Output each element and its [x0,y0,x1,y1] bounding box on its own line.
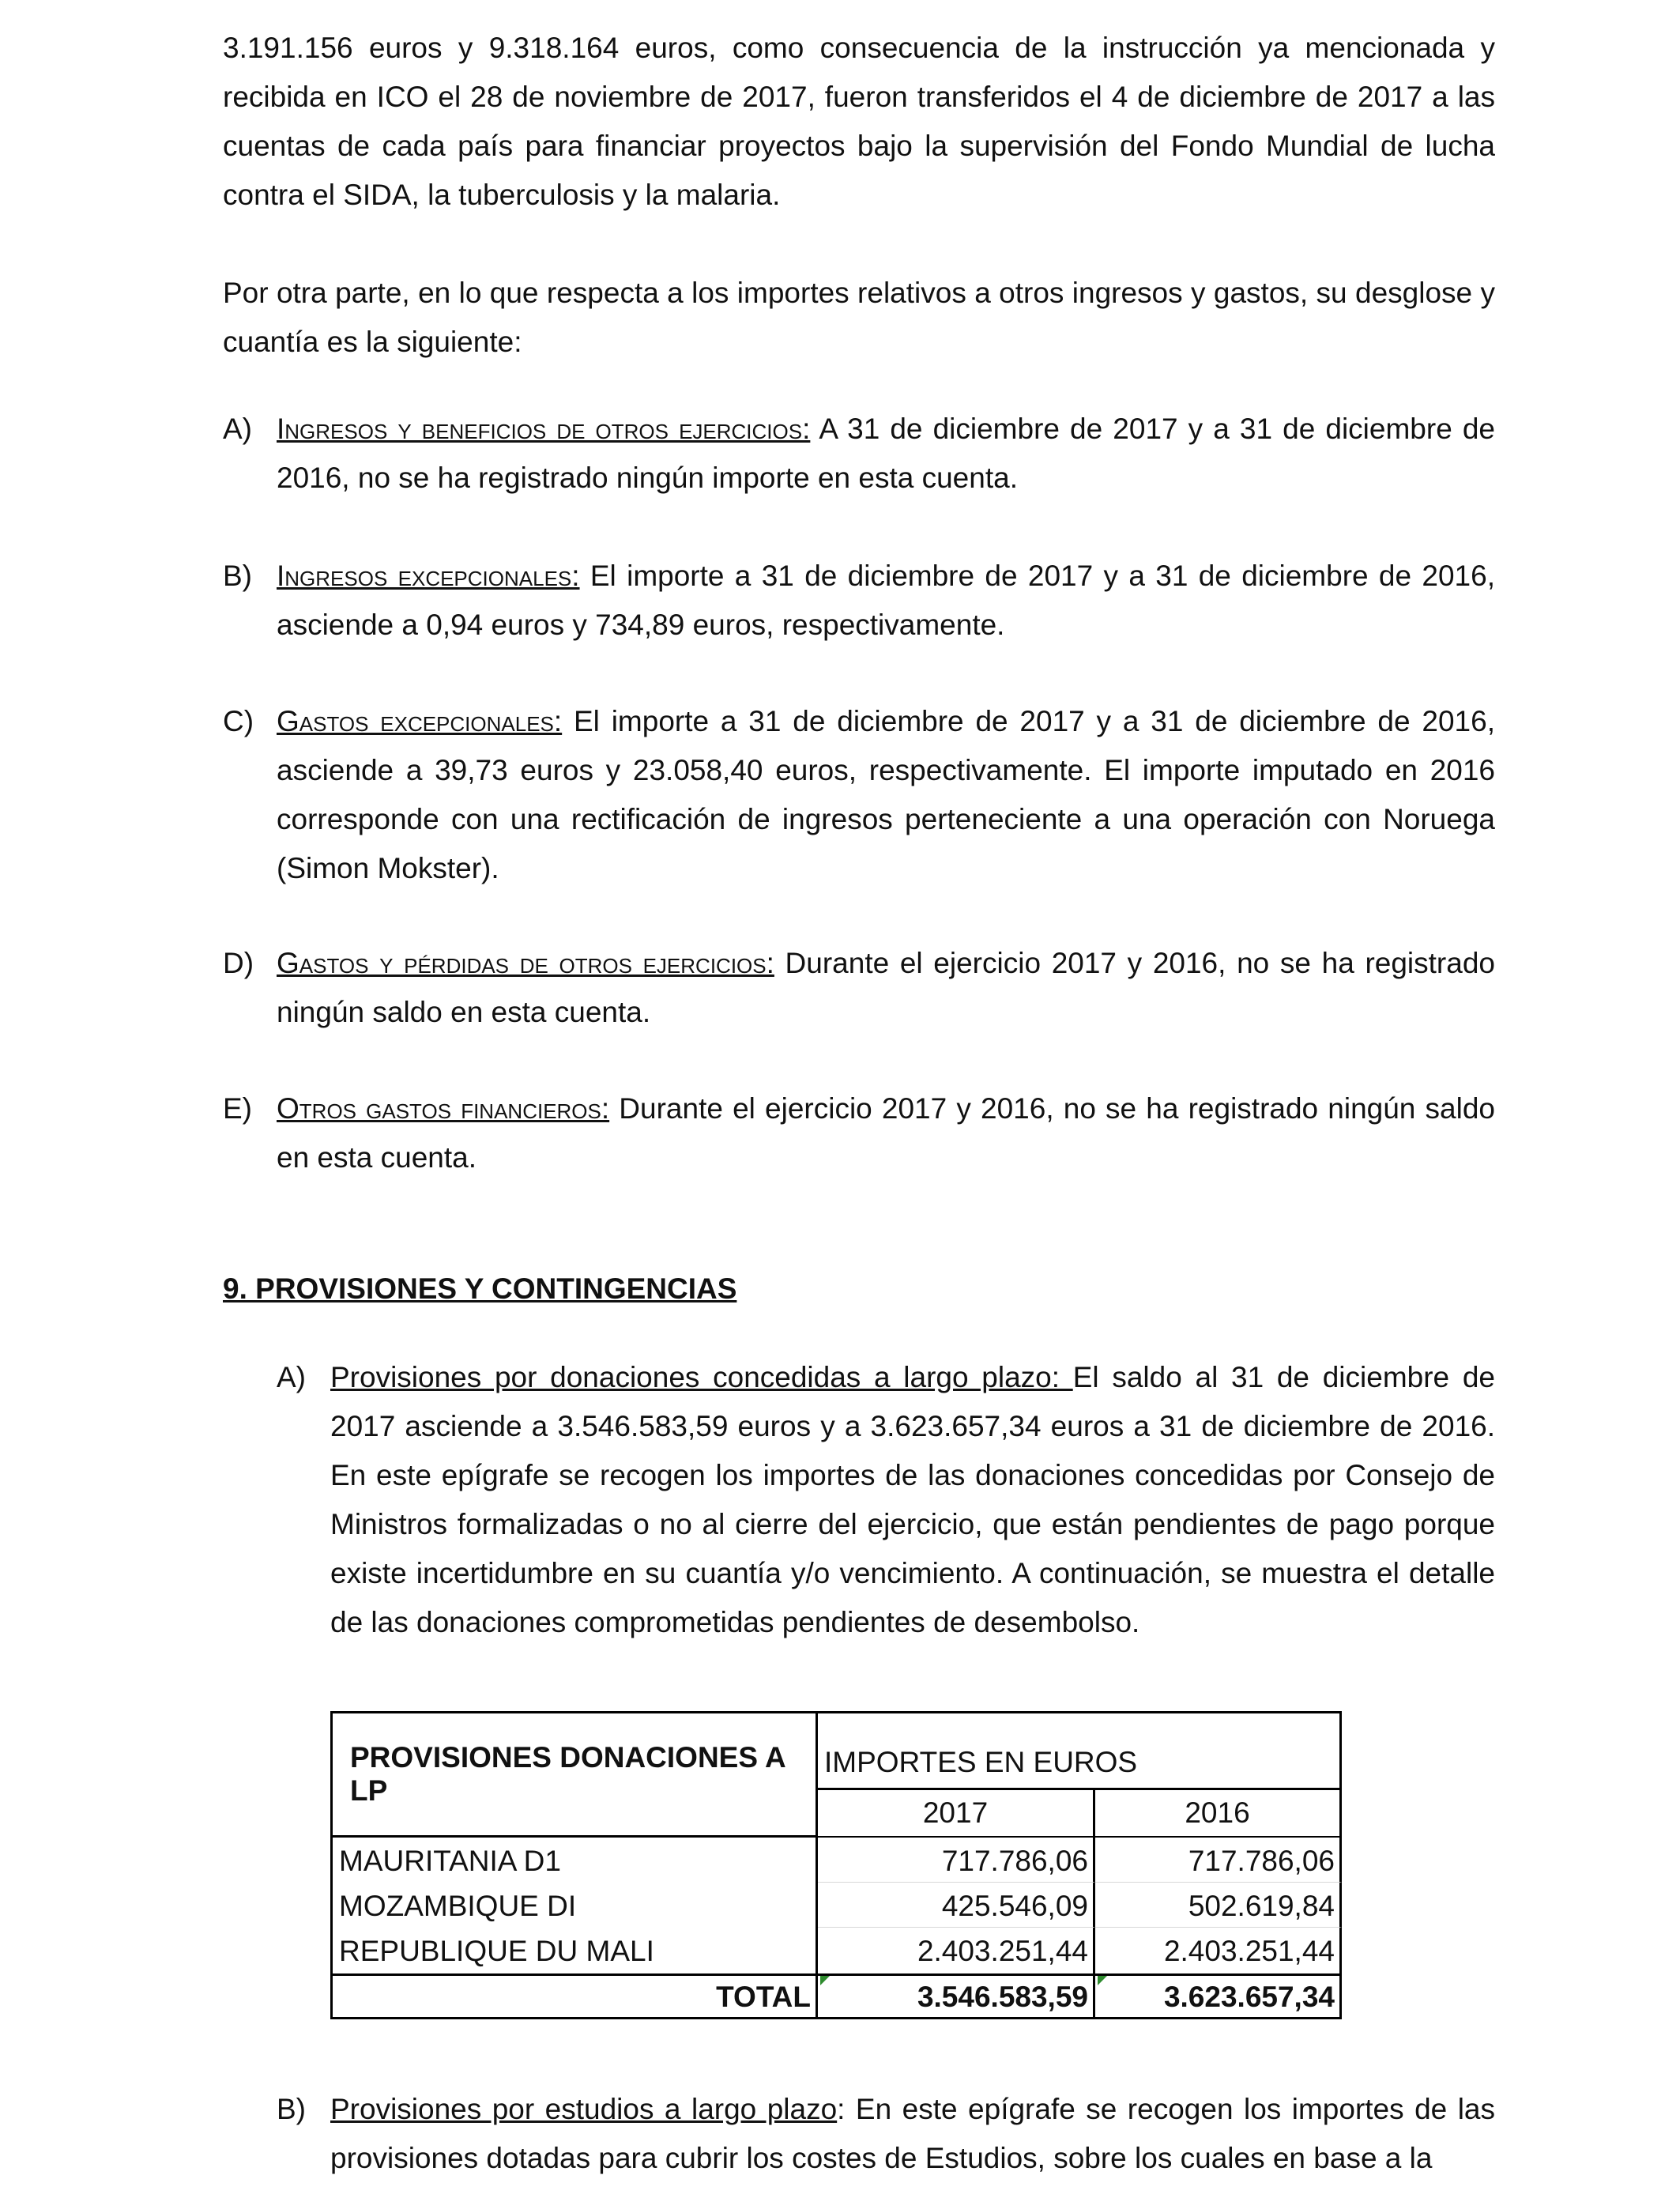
item-letter: A) [223,413,252,445]
table-row-name: REPUBLIQUE DU MALI [330,1928,818,1973]
subsection-text: : En este epígrafe se recogen los importes de las provisiones dotadas para cubrir los costes de Estudios, sobre los cuales en base a la [330,2093,1496,2174]
subsection-title: Provisiones por donaciones concedidas a largo plazo: [330,1361,1073,1393]
subsection-title: Provisiones por estudios a largo plazo [330,2093,838,2125]
item-d [223,939,1495,1037]
table-year-2017: 2017 [818,1790,1095,1838]
subsection-text: El saldo al 31 de diciembre de 2017 asciende a 3.546.583,59 euros y a 3.623.657,34 euros a 31 de diciembre de 2016. En este epígrafe se recogen los importes de las donaciones concedidas por Consejo de Ministros formalizadas o no al cierre del ejercicio, que están pendientes de pago porque existe incertidumbre en su cuantía y/o vencimiento. A continuación, se muestra el detalle de las donaciones comprometidas pendientes de desembolso. [330,1361,1495,1638]
item-c [223,697,1495,893]
formula-indicator-icon [820,1976,830,1985]
item-title: Ingresos y beneficios de otros ejercicios: [277,413,811,445]
item-text: El importe a 31 de diciembre de 2017 y a 31 de diciembre de 2016, asciende a 39,73 euros y 23.058,40 euros, respectivamente. El importe imputado en 2016 corresponde con una rectificación de ingresos perteneciente a una operación con Noruega (Simon Mokster). [277,705,1495,884]
intro-paragraph: 3.191.156 euros y 9.318.164 euros, como consecuencia de la instrucción ya mencionada y recibida en ICO el 28 de noviembre de 2017, fueron transferidos el 4 de diciembre de 2017 a las cuentas de cada país para financiar proyectos bajo la supervisión del Fondo Mundial de lucha contra el SIDA, la tuberculosis y la malaria. [223,32,1495,211]
item-text: El importe a 31 de diciembre de 2017 y a 31 de diciembre de 2016, asciende a 0,94 euros y 734,89 euros, respectivamente. [277,560,1495,641]
item-title: Otros gastos financieros: [277,1092,610,1125]
item-letter: D) [223,947,254,979]
table-cell-2016: 502.619,84 [1095,1883,1342,1928]
table-cell-2017: 425.546,09 [818,1883,1095,1928]
subsection-letter: A) [277,1361,306,1393]
subsection-b [277,2085,1495,2183]
table-header-left: PROVISIONES DONACIONES A LP [330,1711,818,1838]
item-text: Durante el ejercicio 2017 y 2016, no se ha registrado ningún saldo en esta cuenta. [277,1092,1495,1174]
table-row-name: MAURITANIA D1 [330,1838,818,1883]
table-total-label: TOTAL [330,1973,818,2019]
table-header-right: IMPORTES EN EUROS [818,1711,1342,1790]
table-total-2016: 3.623.657,34 [1095,1973,1342,2019]
item-title: Gastos excepcionales: [277,705,563,737]
table-cell-2017: 2.403.251,44 [818,1928,1095,1973]
item-a [223,405,1495,503]
table-cell-2016: 717.786,06 [1095,1838,1342,1883]
item-letter: C) [223,705,254,737]
otros-paragraph: Por otra parte, en lo que respecta a los importes relativos a otros ingresos y gastos, su desglose y cuantía es la siguiente: [223,277,1495,358]
table-total-2017: 3.546.583,59 [818,1973,1095,2019]
item-letter: B) [223,560,252,592]
item-text: A 31 de diciembre de 2017 y a 31 de diciembre de 2016, no se ha registrado ningún importe en esta cuenta. [277,413,1495,494]
table-cell-2016: 2.403.251,44 [1095,1928,1342,1973]
subsection-a [277,1353,1495,1647]
item-title: Gastos y pérdidas de otros ejercicios: [277,947,774,979]
section-heading: 9. PROVISIONES Y CONTINGENCIAS [223,1272,737,1305]
item-letter: E) [223,1092,252,1125]
table-row-name: MOZAMBIQUE DI [330,1883,818,1928]
item-text: Durante el ejercicio 2017 y 2016, no se ha registrado ningún saldo en esta cuenta. [277,947,1495,1028]
subsection-letter: B) [277,2093,306,2125]
table-year-2016: 2016 [1095,1790,1342,1838]
item-title: Ingresos excepcionales: [277,560,580,592]
table-cell-2017: 717.786,06 [818,1838,1095,1883]
formula-indicator-icon [1098,1976,1107,1985]
provisions-table [330,1711,1342,2019]
item-b [223,552,1495,650]
item-e [223,1084,1495,1182]
